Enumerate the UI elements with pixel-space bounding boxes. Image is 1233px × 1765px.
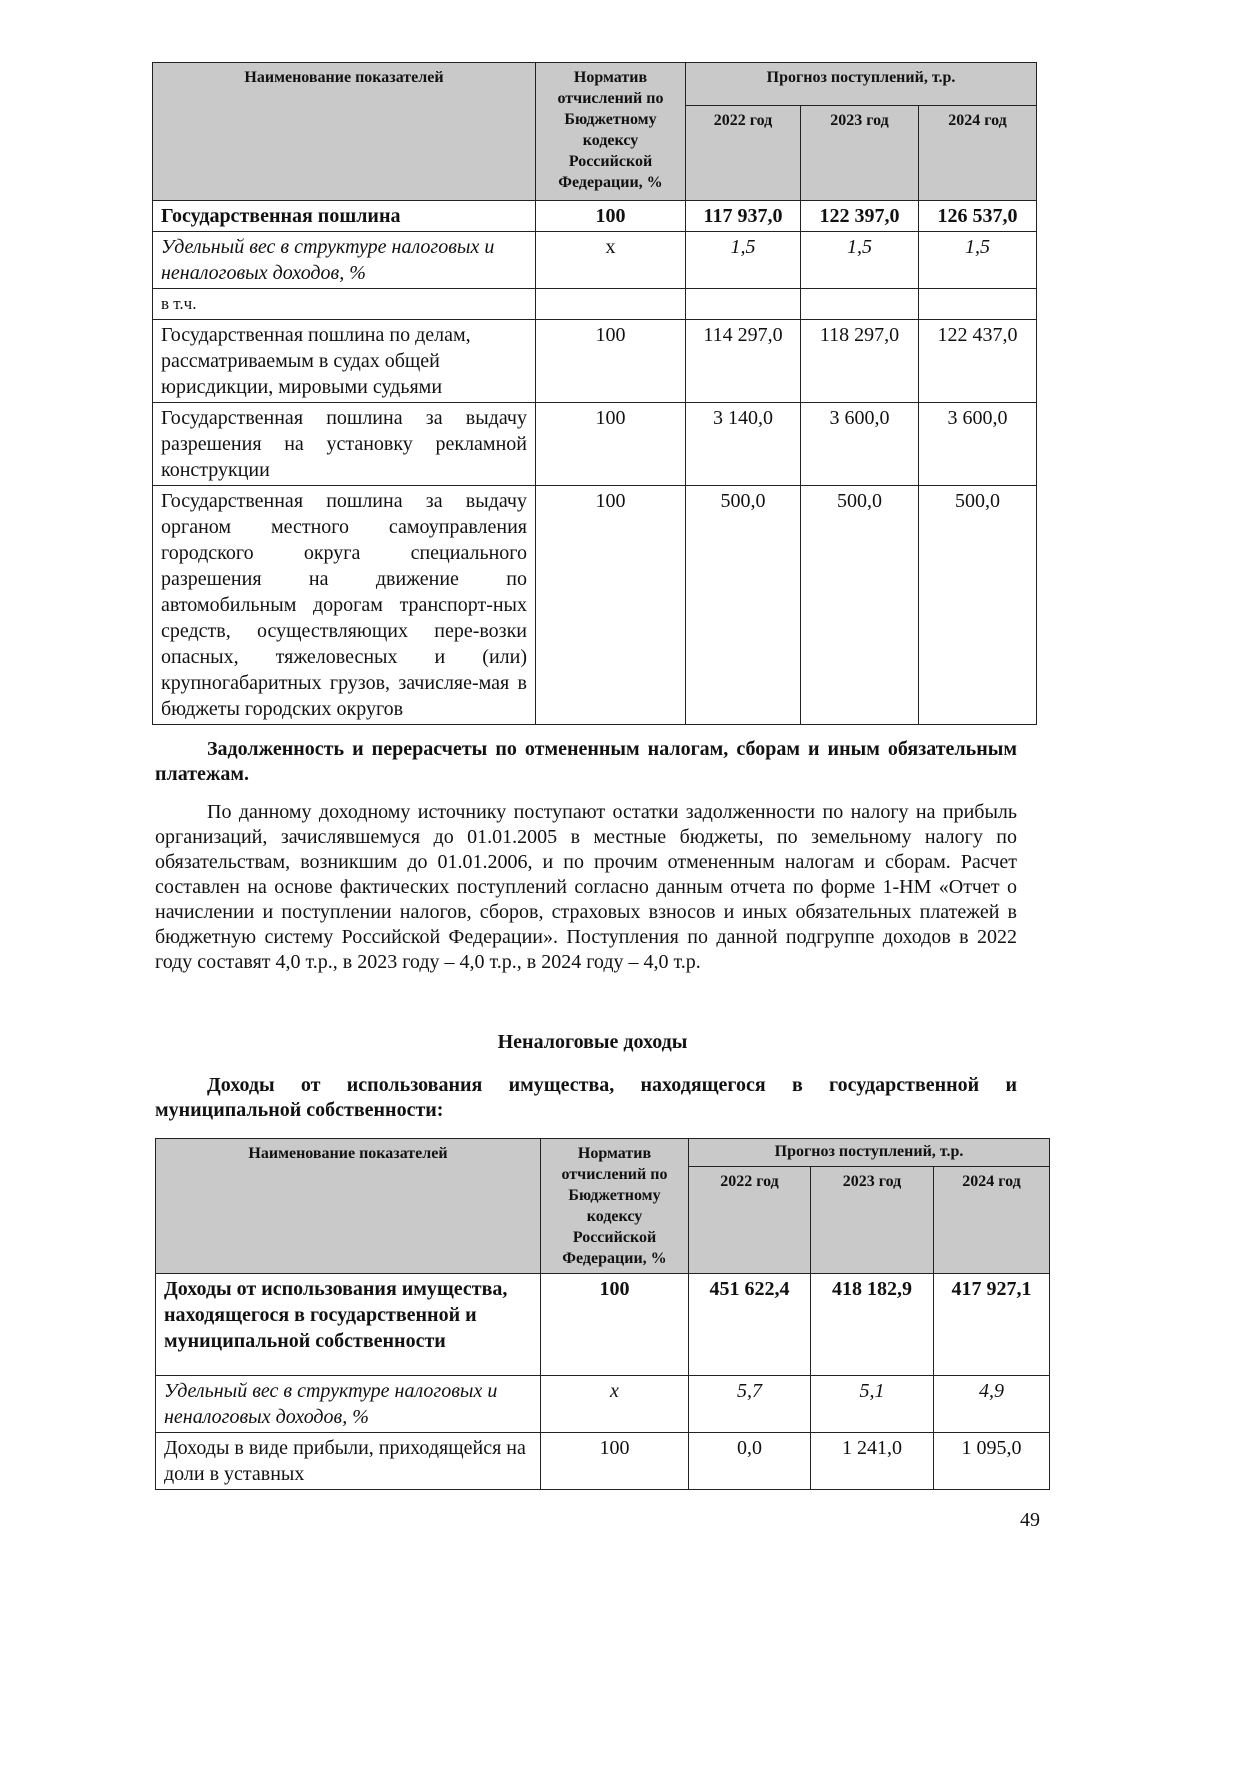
row-name: Доходы от использования имущества, находящегося в государственной и муниципальной собственности [156, 1274, 541, 1376]
row-name: Удельный вес в структуре налоговых и неналоговых доходов, % [156, 1376, 541, 1433]
row-2024: 1,5 [919, 232, 1037, 289]
property-income-table [155, 1138, 1050, 1490]
row-2024: 126 537,0 [919, 201, 1037, 232]
row-2022: 117 937,0 [686, 201, 801, 232]
row-name: в т.ч. [153, 289, 536, 320]
header-2024: 2024 год [934, 1166, 1050, 1273]
row-2022: 451 622,4 [689, 1274, 811, 1376]
row-name: Доходы в виде прибыли, приходящейся на доли в уставных [156, 1433, 541, 1490]
row-norm: х [541, 1376, 689, 1433]
table-row [156, 1433, 1050, 1490]
row-2024: 3 600,0 [919, 403, 1037, 486]
header-2023: 2023 год [801, 106, 919, 201]
header-norm: Норматив отчислений по Бюджетному кодексу Российской Федерации, % [541, 1139, 689, 1274]
row-2022: 500,0 [686, 486, 801, 725]
table-row [153, 320, 1037, 403]
row-norm: 100 [536, 486, 686, 725]
table-row [153, 232, 1037, 289]
row-norm: х [536, 232, 686, 289]
section-heading-arrears: Задолженность и перерасчеты по отмененным налогам, сборам и иным обязательным платежам. [155, 738, 1017, 785]
header-2024: 2024 год [919, 106, 1037, 201]
row-name: Государственная пошлина по делам, рассматриваемым в судах общей юрисдикции, мировыми судьями [153, 320, 536, 403]
row-2023: 500,0 [801, 486, 919, 725]
row-2022: 114 297,0 [686, 320, 801, 403]
row-2024: 417 927,1 [934, 1274, 1050, 1376]
table-row [153, 403, 1037, 486]
header-2023: 2023 год [811, 1166, 934, 1273]
row-2023: 5,1 [811, 1376, 934, 1433]
row-2023: 418 182,9 [811, 1274, 934, 1376]
table-row [153, 486, 1037, 725]
header-forecast: Прогноз поступлений, т.р. [686, 63, 1037, 106]
row-name: Государственная пошлина [153, 201, 536, 232]
row-2022: 0,0 [689, 1433, 811, 1490]
row-2022: 3 140,0 [686, 403, 801, 486]
section-body-arrears: По данному доходному источнику поступают остатки задолженности по налогу на прибыль организаций, зачислявшемуся до 01.01.2005 в местные бюджеты, по земельному налогу по обязательствам, возникшим до 01.01.2006, и по прочим отмененным налогам и сборам. Расчет составлен на основе фактических поступлений согласно данным отчета по форме 1-НМ «Отчет о начислении и поступлении налогов, сборов, страховых взносов и иных обязательных платежей в бюджетную систему Российской Федерации». Поступления по данной подгруппе доходов в 2022 году составят 4,0 т.р., в 2023 году – 4,0 т.р., в 2024 году – 4,0 т.р. [155, 801, 1017, 973]
header-name: Наименование показателей [156, 1139, 541, 1274]
table-row [156, 1274, 1050, 1376]
header-2022: 2022 год [689, 1166, 811, 1273]
row-name: Удельный вес в структуре налоговых и неналоговых доходов, % [153, 232, 536, 289]
row-norm: 100 [536, 403, 686, 486]
header-forecast: Прогноз поступлений, т.р. [689, 1139, 1050, 1167]
table-row [153, 201, 1037, 232]
row-norm: 100 [541, 1433, 689, 1490]
row-2023: 1 241,0 [811, 1433, 934, 1490]
table-row [156, 1376, 1050, 1433]
header-norm: Норматив отчислений по Бюджетному кодексу Российской Федерации, % [536, 63, 686, 201]
row-2023: 1,5 [801, 232, 919, 289]
state-duty-table [152, 62, 1037, 725]
row-2022: 1,5 [686, 232, 801, 289]
row-name: Государственная пошлина за выдачу разрешения на установку рекламной конструкции [153, 403, 536, 486]
row-norm: 100 [536, 320, 686, 403]
header-name: Наименование показателей [153, 63, 536, 201]
row-name: Государственная пошлина за выдачу органом местного самоуправления городского округа специального разрешения на движение по автомобильным дорогам транспорт-ных средств, осуществляющих пере-возки опасных, тяжеловесных и (или) крупногабаритных грузов, зачисляе-мая в бюджеты городских округов [153, 486, 536, 725]
table-row [153, 289, 1037, 320]
page-number: 49 [1020, 1509, 1040, 1531]
row-2023: 118 297,0 [801, 320, 919, 403]
row-norm: 100 [541, 1274, 689, 1376]
row-2023: 3 600,0 [801, 403, 919, 486]
row-2024: 4,9 [934, 1376, 1050, 1433]
row-2022: 5,7 [689, 1376, 811, 1433]
row-2024: 122 437,0 [919, 320, 1037, 403]
row-2024: 500,0 [919, 486, 1037, 725]
section-title-nontax: Неналоговые доходы [497, 1031, 688, 1053]
row-norm: 100 [536, 201, 686, 232]
section-heading-property: Доходы от использования имущества, находящегося в государственной и муниципальной собственности: [155, 1074, 1017, 1121]
header-2022: 2022 год [686, 106, 801, 201]
row-2024: 1 095,0 [934, 1433, 1050, 1490]
row-2023: 122 397,0 [801, 201, 919, 232]
